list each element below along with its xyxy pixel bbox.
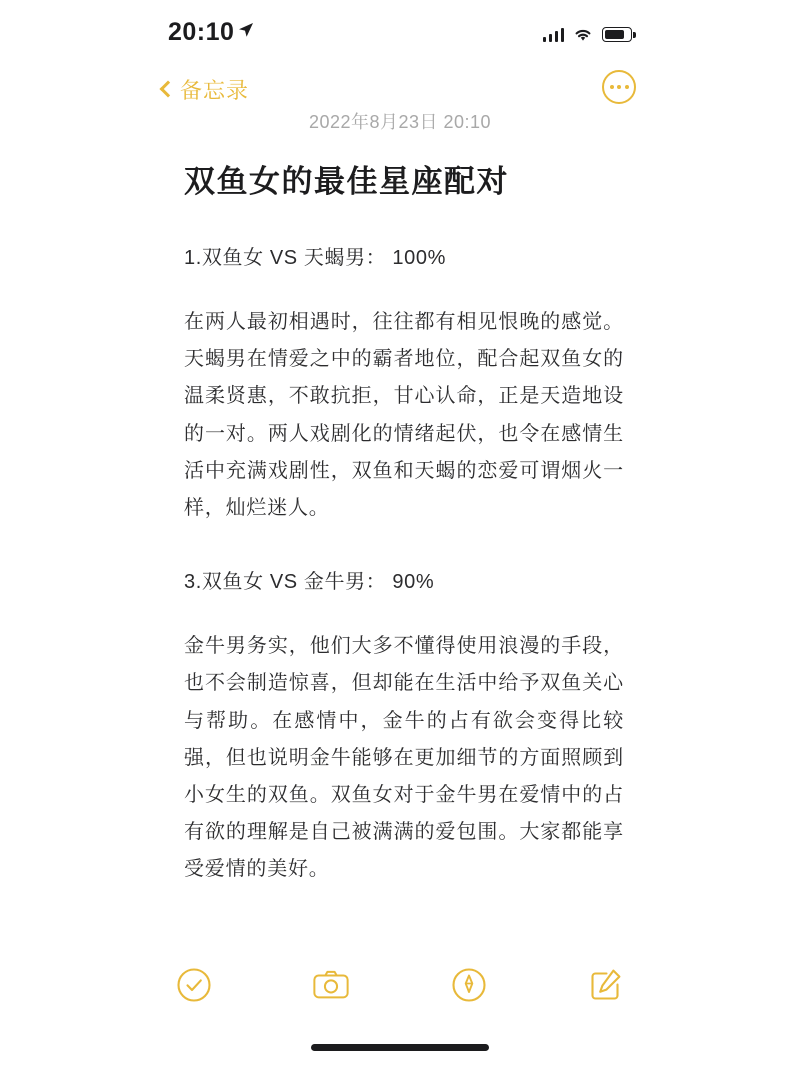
checklist-circle-icon[interactable] xyxy=(175,966,213,1004)
back-button-label: 备忘录 xyxy=(180,78,250,103)
section-body: 在两人最初相遇时，往往都有相见恨晚的感觉。天蝎男在情爱之中的霸者地位，配合起双鱼女的温柔贤惠，不敢抗拒，甘心认命，正是天造地设的一对。两人戏剧化的情绪起伏，也令在感情生活中充满戏剧性，双鱼和天蝎的恋爱可谓烟火一样，灿烂迷人。 xyxy=(184,311,624,519)
more-options-button[interactable] xyxy=(602,70,636,104)
section-body: 金牛男务实，他们大多不懂得使用浪漫的手段，也不会制造惊喜，但却能在生活中给予双鱼关心与帮助。在感情中，金牛的占有欲会变得比较强，但也说明金牛能够在更加细节的方面照顾到小女生的双鱼。双鱼女对于金牛男在爱情中的占有欲的理解是自己被满满的爱包围。大家都能享受爱情的美好。 xyxy=(184,635,624,881)
camera-icon[interactable] xyxy=(312,966,350,1004)
status-indicators xyxy=(543,20,633,42)
ellipsis-dot xyxy=(610,85,614,89)
note-toolbar xyxy=(0,955,800,1015)
compose-icon[interactable] xyxy=(587,966,625,1004)
markup-pen-circle-icon[interactable] xyxy=(450,966,488,1004)
ellipsis-dot xyxy=(625,85,629,89)
cellular-bars-icon xyxy=(543,26,565,42)
section-heading: 1.双鱼女 VS 天蝎男： 100% xyxy=(184,247,446,269)
status-time: 20:10 xyxy=(168,18,235,46)
chevron-left-icon xyxy=(160,79,173,101)
back-to-notes-button[interactable] xyxy=(160,74,249,105)
status-bar xyxy=(0,0,800,62)
battery-icon xyxy=(602,27,632,42)
ellipsis-dot xyxy=(617,85,621,89)
wifi-icon xyxy=(573,27,593,42)
note-title: 双鱼女的最佳星座配对 xyxy=(184,164,509,199)
section-heading: 3.双鱼女 VS 金牛男： 90% xyxy=(184,571,435,594)
home-indicator[interactable] xyxy=(311,1044,489,1051)
note-timestamp: 2022年8月23日 20:10 xyxy=(308,112,492,132)
note-content[interactable] xyxy=(0,108,800,888)
location-arrow-icon xyxy=(238,22,254,38)
